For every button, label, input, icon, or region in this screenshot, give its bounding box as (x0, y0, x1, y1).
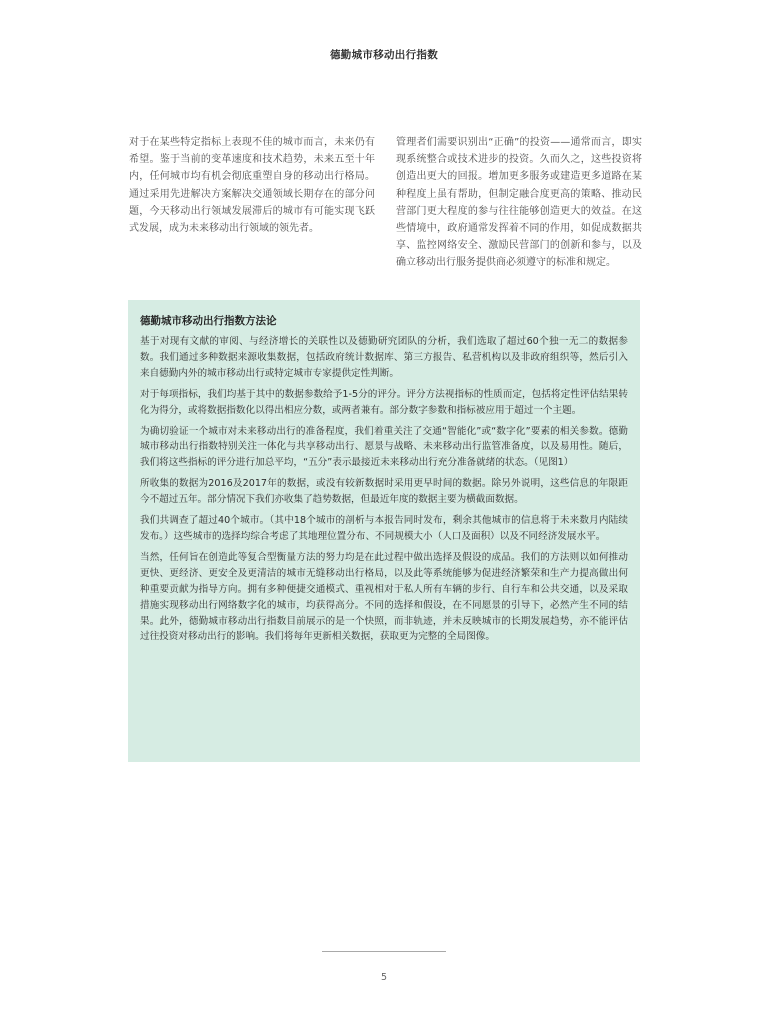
footer-divider (322, 951, 446, 952)
methodology-paragraph-2: 对于每项指标，我们均基于其中的数据参数给予1-5分的评分。评分方法视指标的性质而定，包括将定性评估结果转化为得分，或将数据指数化以得出相应分数，或两者兼有。部分数字参数和指标被应用于超过一个主题。 (140, 388, 628, 416)
methodology-paragraph-1: 基于对现有文献的审阅、与经济增长的关联性以及德勤研究团队的分析，我们选取了超过60个独一无二的数据参数。我们通过多种数据来源收集数据，包括政府统计数据库、第三方报告、私营机构以及非政府组织等，然后引入来自德勤内外的城市移动出行或特定城市专家提供定性判断。 (140, 336, 628, 379)
page-header-title: 德勤城市移动出行指数 (330, 49, 438, 61)
methodology-paragraph-5: 我们共调查了超过40个城市。（其中18个城市的剖析与本报告同时发布，剩余其他城市的信息将于未来数月内陆续发布。）这些城市的选择均综合考虑了其地理位置分布、不同规模大小（人口及面积）以及不同经济发展水平。 (140, 515, 628, 542)
methodology-paragraph-6: 当然，任何旨在创造此等复合型衡量方法的努力均是在此过程中做出选择及假设的成品。我们的方法则以如何推动更快、更经济、更安全及更清洁的城市无缝移动出行格局，以及此等系统能够为促进经济繁荣和生产力提高做出何种重要贡献为指导方向。拥有多种便捷交通模式、重视相对于私人所有车辆的步行、自行车和公共交通，以及采取措施实现移动出行网络数字化的城市，均获得高分。不同的选择和假设，在不同愿景的引导下，必然产生不同的结果。此外，德勤城市移动出行指数目前展示的是一个快照，而非轨迹，并未反映城市的长期发展趋势，亦不能评估过往投资对移动出行的影响。我们将每年更新相关数据，获取更为完整的全局图像。 (140, 551, 628, 643)
methodology-paragraph-4: 所收集的数据为2016及2017年的数据，或没有较新数据时采用更早时间的数据。除另外说明，这些信息的年限距今不超过五年。部分情况下我们亦收集了趋势数据，但最近年度的数据主要为横截面数据。 (140, 478, 628, 506)
page-number: 5 (380, 972, 388, 983)
methodology-box (128, 300, 640, 762)
methodology-title: 德勤城市移动出行指数方法论 (140, 315, 277, 327)
body-column-right: 管理者们需要识别出“正确”的投资——通常而言，即实现系统整合或技术进步的投资。久而久之，这些投资将创造出更大的回报。增加更多服务或建造更多道路在某种程度上虽有帮助，但制定融合度更高的策略、推动民营部门更大程度的参与往往能够创造更大的效益。在这些情境中，政府通常发挥着不同的作用，如促成数据共享、监控网络安全、激励民营部门的创新和参与，以及确立移动出行服务提供商必须遵守的标准和规定。 (396, 137, 642, 269)
body-column-left: 对于在某些特定指标上表现不佳的城市而言，未来仍有希望。鉴于当前的变革速度和技术趋势，未来五至十年内，任何城市均有机会彻底重塑自身的移动出行格局。通过采用先进解决方案解决交通领域长期存在的部分问题，今天移动出行领域发展滞后的城市有可能实现飞跃式发展，成为未来移动出行领域的领先者。 (129, 137, 375, 235)
methodology-paragraph-3: 为确切验证一个城市对未来移动出行的准备程度，我们着重关注了交通“智能化”或“数字化”要素的相关参数。德勤城市移动出行指数特别关注一体化与共享移动出行、愿景与战略、未来移动出行监管准备度，以及易用性。随后，我们将这些指标的评分进行加总平均，“五分”表示最接近未来移动出行充分准备就绪的状态。（见图1） (140, 425, 628, 469)
